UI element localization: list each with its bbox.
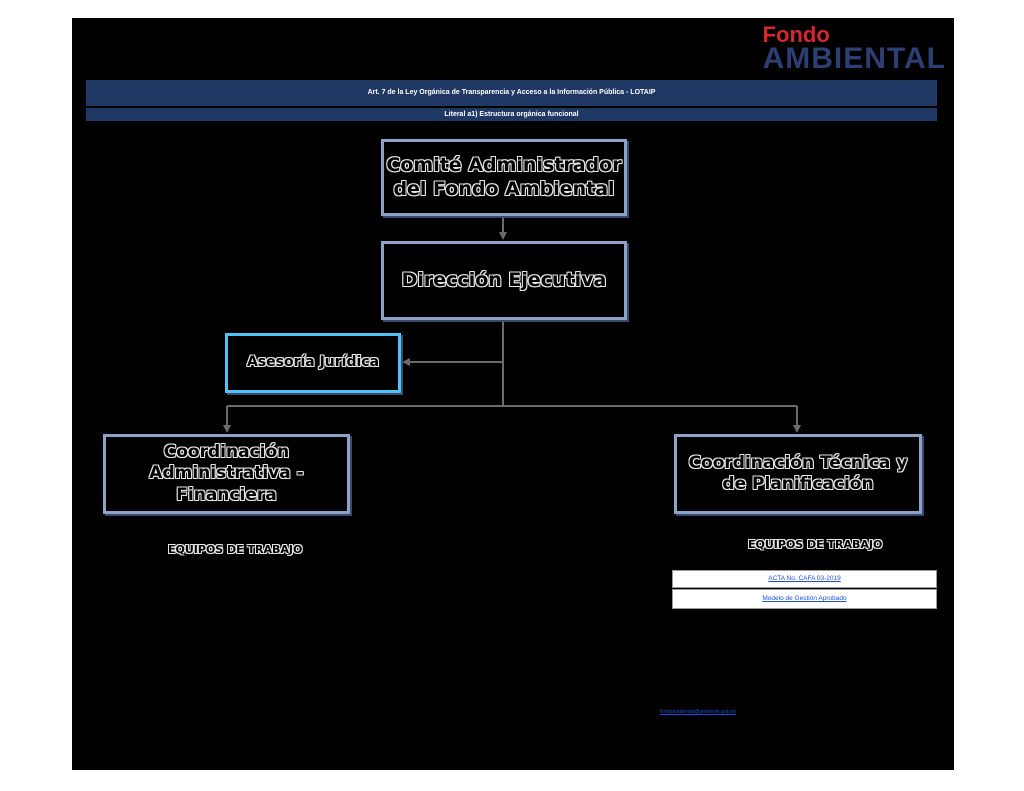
logo-line-2: AMBIENTAL [762,42,946,75]
org-chart-page [72,18,954,770]
header-title: Art. 7 de la Ley Orgánica de Transparencia y Acceso a la Información Pública - LOTAIP [86,80,937,106]
admin-box [103,434,350,514]
teams-left-label: EQUIPOS DE TRABAJO [168,543,303,556]
legal-label: Asesoría Jurídica [246,354,380,371]
acta-link[interactable]: ACTA No. CAFA 03-2019 [768,575,841,582]
direction-label: Dirección Ejecutiva [401,268,607,291]
legal-box [225,333,401,393]
email-link[interactable]: fondoambiental@ambiente.gob.ec [660,709,737,715]
technical-label: Coordinación Técnica y de Planificación [688,452,908,494]
committee-box [381,139,627,216]
admin-label: Coordinación Administrativa - Financiera [149,442,304,505]
direction-box [381,241,627,320]
header-subtitle: Literal a1) Estructura orgánica funcional [86,108,937,121]
model-link[interactable]: Modelo de Gestión Aprobado [762,595,847,602]
committee-label: Comité Administrador del Fondo Ambiental [386,153,622,200]
connector-lines [72,18,954,770]
model-link-cell [672,589,937,609]
acta-link-cell [672,570,937,588]
teams-right-label: EQUIPOS DE TRABAJO [748,538,883,551]
logo-line-1: Fondo [762,22,830,47]
technical-box [674,434,922,514]
